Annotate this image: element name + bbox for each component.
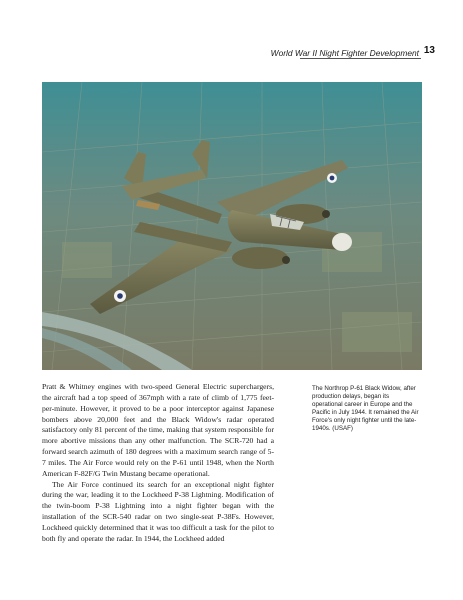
body-paragraph: The Air Force continued its search for an exceptional night fighter during the war, leading it to the Lockheed P-38 Lightning. Modification of the twin-boom P-38 Lightning into a night fighter began with the installation of the SCR-540 radar on two single-seat P-38Fs. However, Lockheed quickly determined that it was too difficult a task for the pilot to both fly and operate the radar. In 1944, the Lockheed added	[42, 479, 274, 543]
header-rule	[300, 58, 421, 59]
aircraft-photo	[42, 82, 422, 370]
running-header-title: World War II Night Fighter Development	[270, 48, 419, 58]
article-body	[42, 382, 274, 545]
body-paragraph: Pratt & Whitney engines with two-speed General Electric superchargers, the aircraft had a top speed of 367mph with a rate of climb of 1,775 feet-per-minute. However, it proved to be a poor interceptor against Japanese bombers above 20,000 feet and the Black Widow's radar operated satisfactory only 81 percent of the time, making that system responsible for more abortive missions than any other malfunction. The SCR-720 had a forward search azimuth of 180 degrees with a maximum search range of 5-7 miles. The Air Force would rely on the P-61 until 1948, when the North American F-82F/G Twin Mustang became operational.	[42, 382, 274, 478]
photo-caption: The Northrop P-61 Black Widow, after production delays, began its operational career in Europe and the Pacific in July 1944. It remained the Air Force's only night fighter until the late-1940s. (USAF)	[312, 385, 419, 432]
aircraft-photo-illustration	[42, 82, 422, 370]
page-number: 13	[423, 45, 435, 56]
running-header	[0, 44, 463, 66]
